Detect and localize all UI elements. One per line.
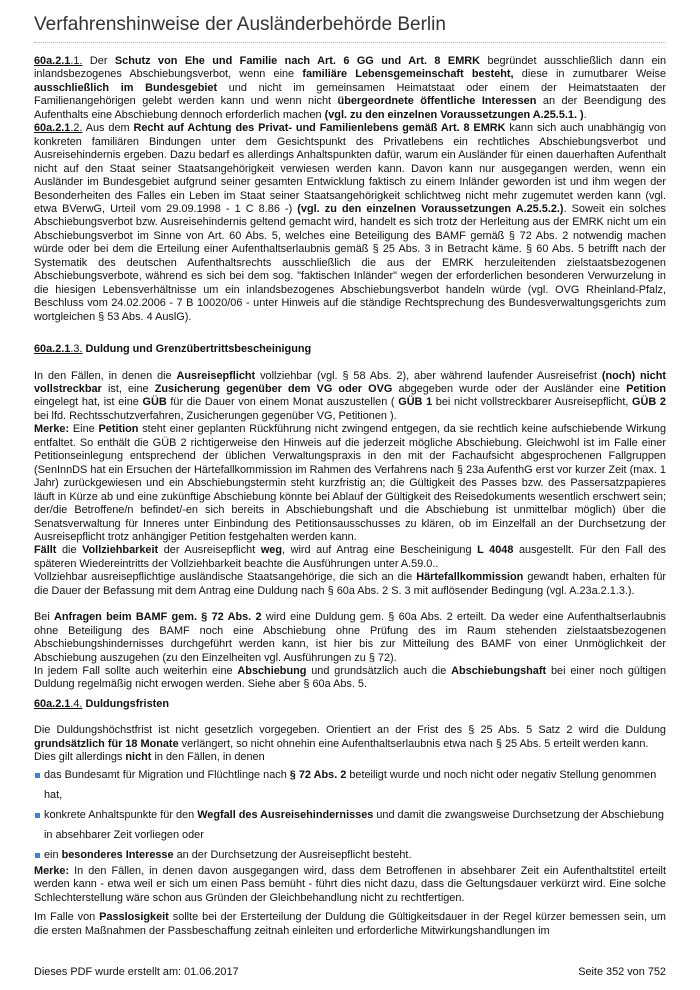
bullet-square-icon <box>35 773 40 778</box>
paragraph: In jedem Fall sollte auch weiterhin eine Abschiebung und grundsätzlich auch die Abschiebungshaft bei einer noch gültigen Duldung regelmäßig nicht erwogen werden. Siehe aber § 60a Abs. 5. <box>34 665 667 691</box>
section-heading-duldung: 60a.2.1.3. Duldung und Grenzübertrittsbescheinigung <box>34 343 312 356</box>
section-heading-duldungsfristen: 60a.2.1.4. Duldungsfristen <box>34 697 169 710</box>
paragraph: Merke: In den Fällen, in denen davon ausgegangen wird, dass dem Betroffenen in absehbarer Zeit ein Aufenthaltstitel erteilt werden kann - etwa weil er sich um einen Pass bemüht - führt dies nicht dazu, dass die Geltungsdauer verkürzt wird. Eine solche Schlechterstellung wäre schon aus Gründen der Gleichbehandlung nicht zu rechtfertigen. <box>34 864 666 904</box>
paragraph: Vollziehbar ausreisepflichtige ausländische Staatsangehörige, die sich an die Härtefallkommission gewandt haben, erhalten für die Dauer der Befassung mit dem Antrag eine Duldung nach § 60a Abs. 2 S. 3 mit auflösender Bedingung (vgl. A.23a.2.1.3.). <box>34 571 667 597</box>
bullet-list <box>34 765 666 865</box>
paragraph: In den Fällen, in denen die Ausreisepflicht vollziehbar (vgl. § 58 Abs. 2), aber während laufender Ausreisefrist (noch) nicht vollstreckbar ist, eine Zusicherung gegenüber dem VG oder OVG abgegeben wurde oder der Ausländer eine Petition eingelegt hat, ist eine GÜB für die Dauer von einem Monat auszustellen ( GÜB 1 bei nicht vollstreckbarer Ausreisepflicht, GÜB 2 bei lfd. Rechtsschutzverfahren, Zusicherungen gegenüber VG, Petitionen ). <box>34 369 667 422</box>
paragraph: Die Duldungshöchstfrist ist nicht gesetzlich vorgegeben. Orientiert an der Frist des § 25 Abs. 5 Satz 2 wird die Duldung grundsätzlich für 18 Monate verlängert, so nicht ohnehin eine Aufenthaltserlaubnis etwa nach § 25 Abs. 5 erteilt werden kann. <box>34 724 666 750</box>
list-item: konkrete Anhaltspunkte für den Wegfall des Ausreisehindernisses und damit die zwangsweise Durchsetzung der Abschiebung in absehbarer Zeit vorliegen oder <box>34 805 666 845</box>
list-item: ein besonderes Interesse an der Durchsetzung der Ausreisepflicht besteht. <box>34 845 666 865</box>
list-item: das Bundesamt für Migration und Flüchtlinge nach § 72 Abs. 2 beteiligt wurde und noch nicht oder negativ Stellung genommen hat, <box>34 765 666 805</box>
bullet-square-icon <box>35 813 40 818</box>
section-number: 60a.2.1.2. <box>34 122 83 135</box>
page-title: Verfahrenshinweise der Ausländerbehörde Berlin <box>34 14 666 43</box>
paragraph: Im Falle von Passlosigkeit sollte bei der Ersterteilung der Duldung die Gültigkeitsdauer in der Regel kürzer bemessen sein, um die ersten Maßnahmen der Passbeschaffung zeitnah einleiten und erforderliche Mitwirkungshandlungen im <box>34 911 666 937</box>
footer-created-date: Dieses PDF wurde erstellt am: 01.06.2017 <box>34 966 239 978</box>
section-60a-2-1-1: 60a.2.1.1. Der Schutz von Ehe und Familie nach Art. 6 GG und Art. 8 EMRK begründet ausschließlich dann ein inlandsbezogenes Abschiebungsverbot, wenn eine familiäre Lebensgemeinschaft besteht, diese in zumutbarer Weise ausschließlich im Bundesgebiet und nicht im gemeinsamen Heimatstaat oder einem der Heimatstaaten der Familienangehörigen gelebt werden kann und wenn nicht übergeordnete öffentliche Interessen an der Beendigung des Aufenthalts eine Abschiebung dennoch erforderlich machen (vgl. zu den einzelnen Voraussetzungen A.25.5.1. ). <box>34 55 667 121</box>
section-60a-2-1-2: 60a.2.1.2. Aus dem Recht auf Achtung des Privat- und Familienlebens gemäß Art. 8 EMRK kann sich auch unabhängig von konkreten familiären Bindungen unter dem Gesichtspunkt des Privatlebens ein rechtliches Abschiebungsverbot und Ausreisehindernis ergeben. Dazu bedarf es allerdings Anhaltspunkten dafür, warum ein Ausländer für einen dauerhaften Aufenthalt nicht auf den Staat seiner Staatsangehörigkeit verwiesen werden kann. Davon kann nur ausgegangen werden, wenn ein Ausländer im Bundesgebiet aufgrund seiner gesamten Entwicklung faktisch zu einem Inländer geworden ist und ihm wegen der Besonderheiten des Falles ein Leben im Staat seiner Staatsangehörigkeit schlichtweg nicht mehr zugemutet werden kann (vgl. etwa BVerwG, Urteil vom 29.09.1998 - 1 C 8.86 -) (vgl. zu den einzelnen Voraussetzungen A.25.5.2.). Soweit ein solches Abschiebungsverbot bzw. Ausreisehindernis geltend gemacht wird, handelt es sich trotz der Herleitung aus der EMRK nicht um ein Abschiebungsverbot im Sinne von Art. 60 Abs. 5, welches eine Beteiligung des BAMF gemäß § 72 Abs. 2 notwendig machen würde oder bei dem die Erteilung einer Aufenthaltserlaubnis gemäß § 25 Abs. 3 in Betracht käme. § 60 Abs. 5 betrifft nach der Systematik des deutschen Aufenthaltsrechts ausschließlich die aus der EMRK herzuleitenden zielstaatsbezogenen Abschiebungsverbote, während es sich bei dem sog. "faktischen Inländer" wegen der erforderlichen besonderen Verwurzelung in die hiesigen Lebensverhältnisse um ein inlandsbezogenes Abschiebungsverbot handeln würde (vgl. OVG Rheinland-Pfalz, Beschluss vom 24.02.2006 - 7 B 10020/06 - unter Hinweis auf die ständige Rechtsprechung des Bundesverwaltungsgerichts zum wortgleichen § 53 Abs. 4 AuslG). <box>34 122 666 323</box>
footer-page-number: Seite 352 von 752 <box>578 966 666 978</box>
section-number: 60a.2.1.1. <box>34 55 83 67</box>
document-body <box>34 55 666 938</box>
bullet-square-icon <box>35 853 40 858</box>
paragraph: Fällt die Vollziehbarkeit der Ausreisepflicht weg, wird auf Antrag eine Bescheinigung L 4048 ausgestellt. Für den Fall des späteren Wiedereintritts der Vollziehbarkeit beachte die Ausführungen unter A.59.0.. <box>34 544 666 570</box>
paragraph: Dies gilt allerdings nicht in den Fällen, in denen <box>34 751 265 764</box>
paragraph: Bei Anfragen beim BAMF gem. § 72 Abs. 2 wird eine Duldung gem. § 60a Abs. 2 erteilt. Da weder eine Aufenthaltserlaubnis ohne Beteiligung des BAMF noch eine Abschiebung ohne Prüfung des im Raum stehenden zielstaatsbezogenen Abschiebungshindernisses durchgeführt werden kann, ist hier bis zur Mitteilung des BAMF von einer Unmöglichkeit der Abschiebung auszugehen (zu den Einzelheiten vgl. Ausführungen zu § 72). <box>34 611 666 664</box>
paragraph: Merke: Eine Petition steht einer geplanten Rückführung nicht zwingend entgegen, da sie rechtlich keine aufschiebende Wirkung entfaltet. So enthält die GÜB 2 richtigerweise den Hinweis auf die jederzeit mögliche Abschiebung. Gleichwohl ist im Falle einer Petitionseinlegung entsprechend der üblichen Verwaltungspraxis in den mit der Fachaufsicht abgesprochenen Fallgruppen (SenInnDS hat ein Ersuchen der Härtefallkommission im Rahmen des Verfahrens nach § 23a AufenthG erst vor kurzer Zeit (max. 1 Jahr) zurückgewiesen und ein Abschiebungstermin steht kurzfristig an; die Gültigkeit des Passes bzw. des Passersatzpapieres läuft in Kürze ab und eine zukünftige Abschiebung könnte bei Ablauf der Gültigkeit des Reisedokuments wesentlich erschwert sein; der/die Betroffene/n befindet/-en sich bereits in Abschiebungshaft und die Abschiebung ist unmittelbar möglich) über die Senatsverwaltung für Inneres unter Einbindung des Petitionsausschusses zu klären, ob im Einzelfall an der Durchsetzung der Ausreisepflicht trotz anhängiger Petition festgehalten werden kann. <box>34 423 666 543</box>
